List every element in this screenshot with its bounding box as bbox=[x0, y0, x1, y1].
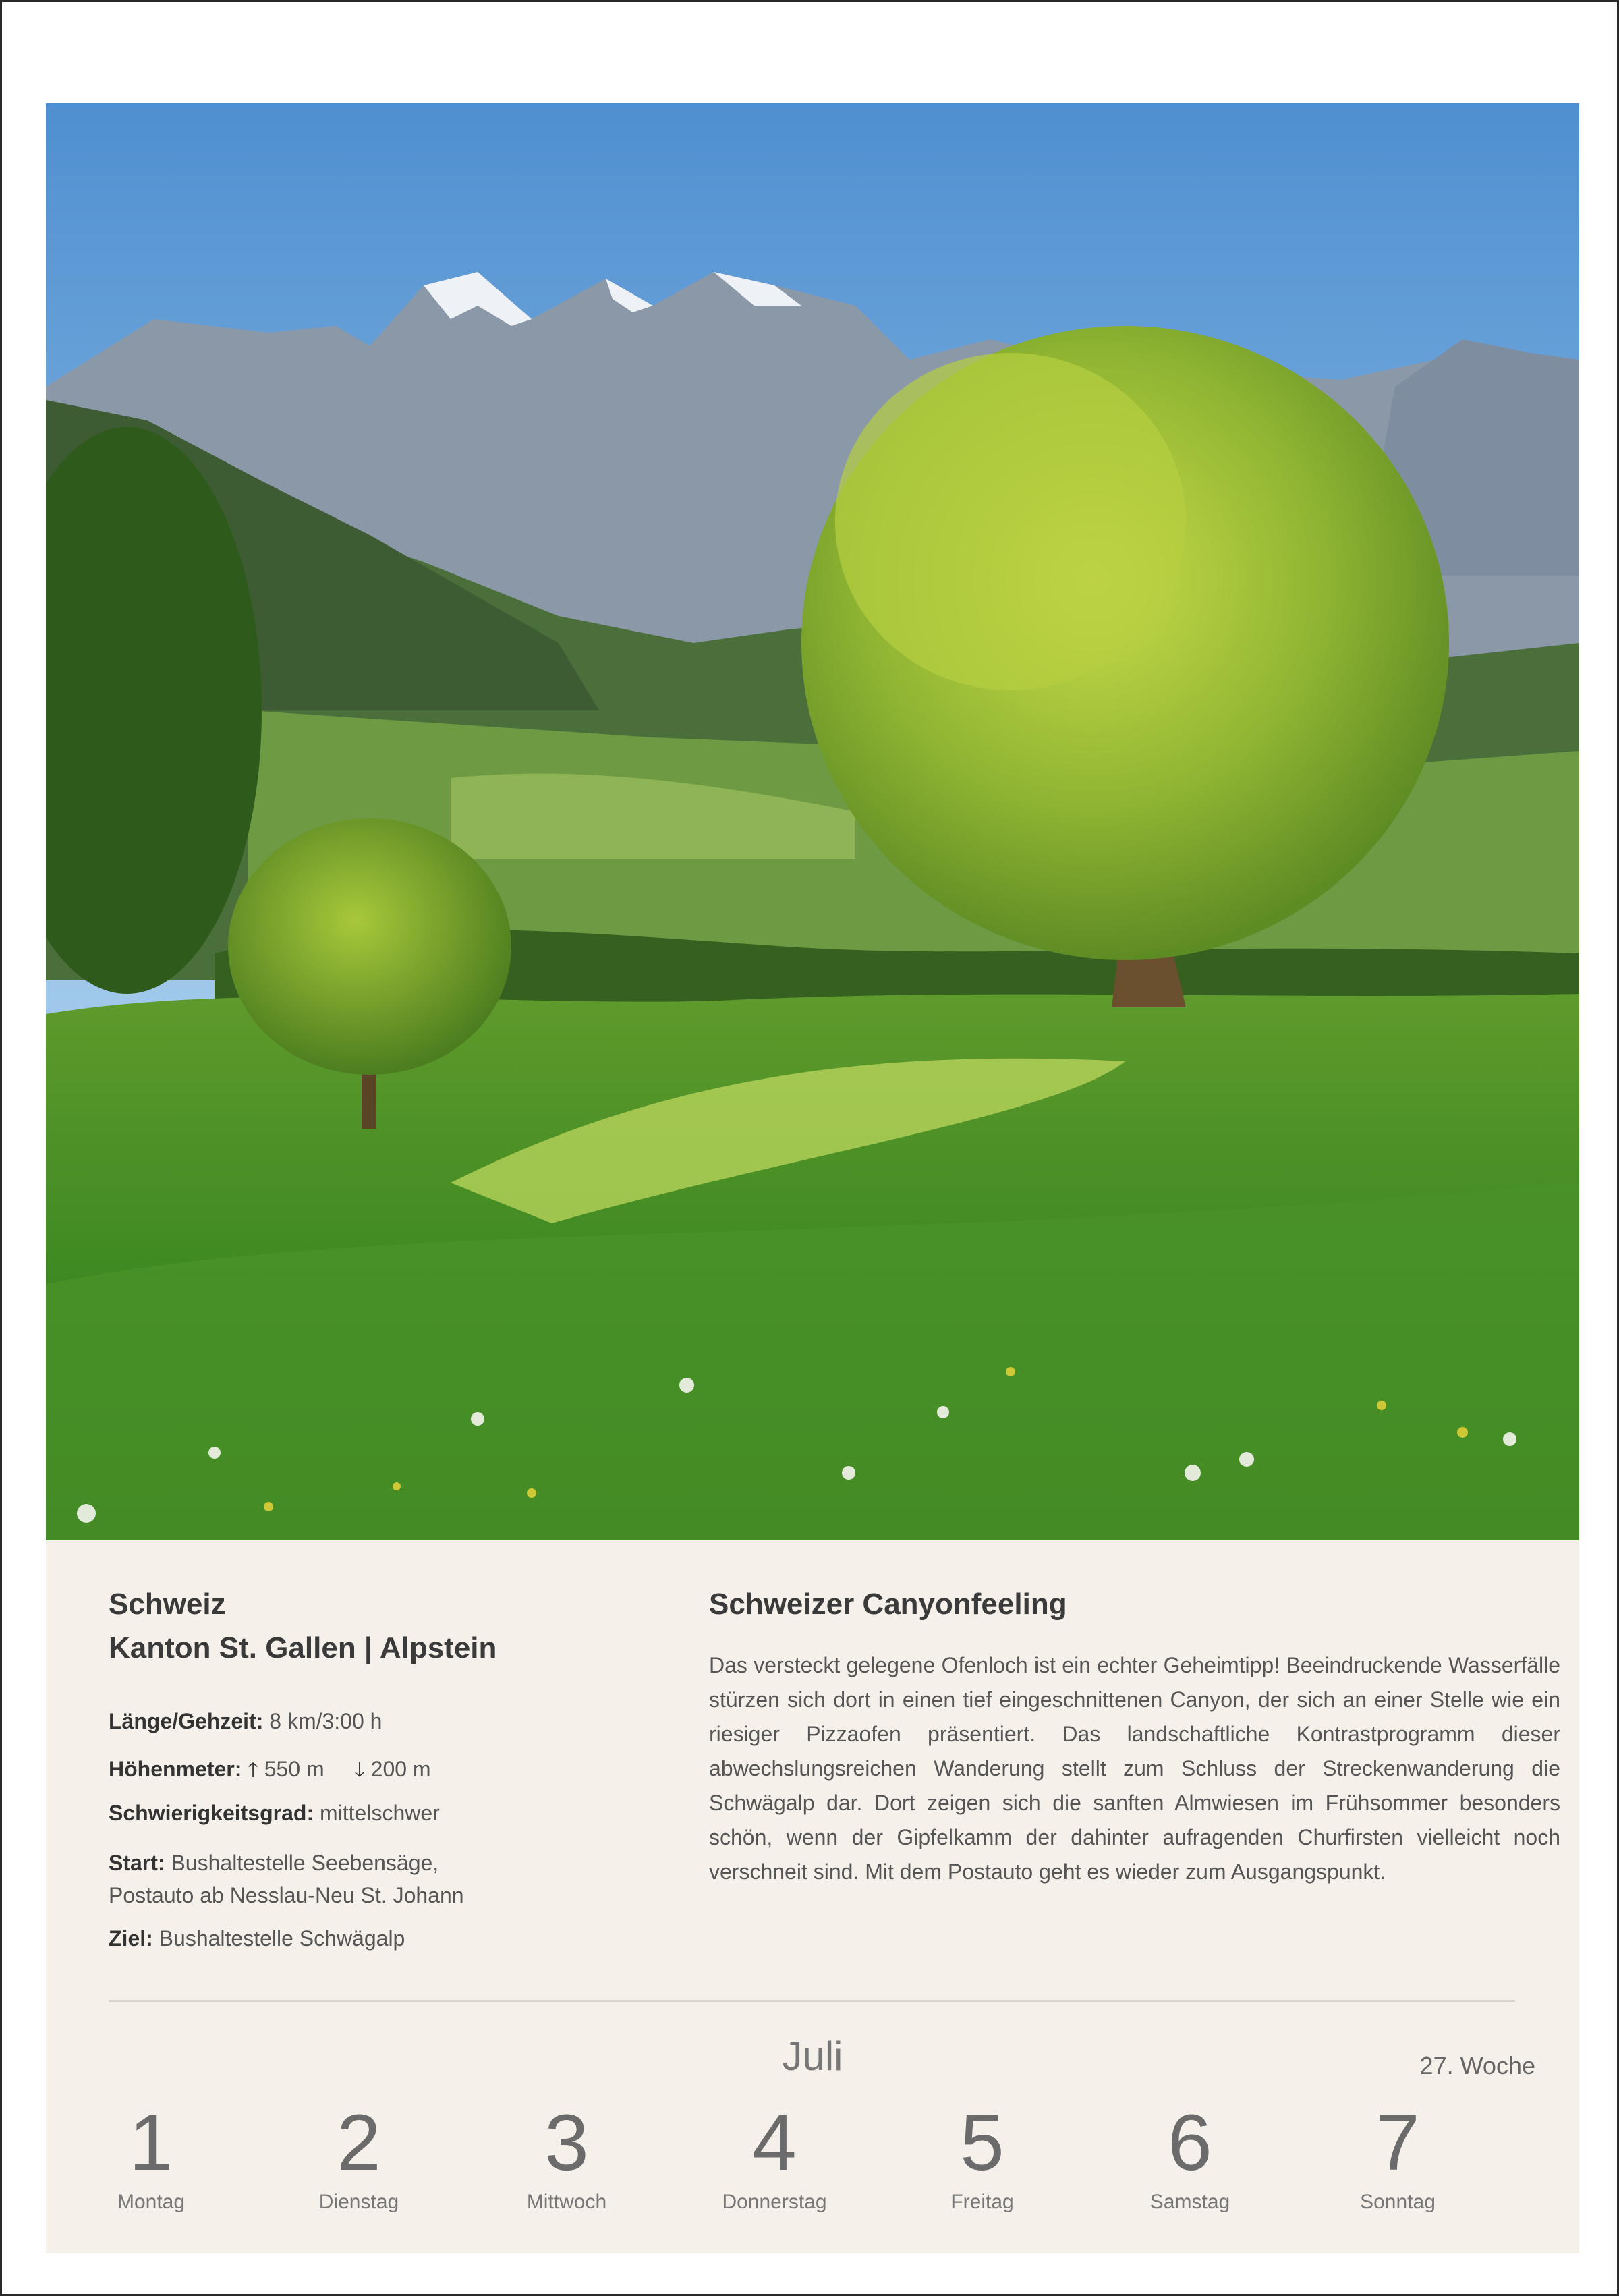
day-name: Samstag bbox=[1149, 2191, 1230, 2213]
arrow-up-icon: 🡑 bbox=[248, 1759, 258, 1781]
day-cell bbox=[486, 2099, 648, 2214]
day-number: 6 bbox=[1168, 2098, 1212, 2187]
fact-elevation bbox=[109, 1755, 431, 1789]
goal-value: Bushaltestelle Schwägalp bbox=[159, 1926, 405, 1951]
start-line1: Bushaltestelle Seebensäge, bbox=[171, 1851, 439, 1875]
article-body: Das versteckt gelegene Ofenloch ist ein echter Geheimtipp! Beeindruckende Wasserfälle stürzen sich dort in einen tief eingeschnittenen Canyon, der sich an einer Stelle wie ein riesiger Pizzaofen präsentiert. Das landschaftliche Kontrastprogramm dieser abwechslungsreichen Wanderung stellt zum Schluss der Streckenwanderung die Schwägalp dar. Dort zeigen sich die sanften Almwiesen im Frühsommer besonders schön, wenn der Gipfelkamm der dahinter aufragenden Churfirsten vielleicht noch verschneit sind. Mit dem Postauto geht es wieder zum Ausgangspunkt. bbox=[709, 1653, 1560, 1884]
alpine-meadow-illustration bbox=[46, 103, 1579, 1540]
day-number: 5 bbox=[960, 2098, 1004, 2187]
week-label: 27. Woche bbox=[1419, 2052, 1535, 2079]
start-label: Start: bbox=[109, 1851, 165, 1875]
day-number: 3 bbox=[544, 2098, 589, 2187]
difficulty-label: Schwierigkeitsgrad: bbox=[109, 1801, 314, 1825]
day-name: Dienstag bbox=[318, 2191, 399, 2213]
day-cell bbox=[693, 2099, 855, 2214]
arrow-down-icon: 🡓 bbox=[354, 1759, 365, 1781]
day-cell bbox=[901, 2099, 1063, 2214]
month-name: Juli bbox=[782, 2034, 843, 2079]
day-number: 4 bbox=[752, 2098, 797, 2187]
fact-goal bbox=[109, 1926, 405, 1951]
day-name: Montag bbox=[117, 2191, 186, 2213]
landscape-photo bbox=[46, 103, 1579, 1540]
start-line2: Postauto ab Nesslau-Neu St. Johann bbox=[109, 1883, 464, 1907]
divider bbox=[109, 2000, 1515, 2002]
goal-label: Ziel: bbox=[109, 1926, 153, 1951]
fact-difficulty bbox=[109, 1801, 440, 1826]
info-panel bbox=[46, 1540, 1579, 2253]
day-cell bbox=[70, 2099, 232, 2214]
fact-start bbox=[109, 1847, 464, 1911]
elevation-label: Höhenmeter: bbox=[109, 1757, 242, 1781]
day-cell bbox=[1317, 2099, 1479, 2214]
fact-length bbox=[109, 1709, 382, 1734]
location-country: Schweiz bbox=[109, 1588, 226, 1621]
length-label: Länge/Gehzeit: bbox=[109, 1709, 264, 1733]
article-title: Schweizer Canyonfeeling bbox=[709, 1588, 1067, 1621]
descent-value: 200 m bbox=[370, 1757, 431, 1781]
day-number: 7 bbox=[1375, 2098, 1420, 2187]
day-name: Sonntag bbox=[1360, 2191, 1436, 2213]
day-name: Donnerstag bbox=[722, 2191, 827, 2213]
day-cell bbox=[278, 2099, 440, 2214]
day-number: 1 bbox=[129, 2098, 173, 2187]
day-cell bbox=[1109, 2099, 1271, 2214]
location-region: Kanton St. Gallen | Alpstein bbox=[109, 1631, 497, 1664]
difficulty-value: mittelschwer bbox=[319, 1801, 440, 1825]
day-name: Mittwoch bbox=[526, 2191, 607, 2213]
ascent-value: 550 m bbox=[264, 1757, 324, 1781]
length-value: 8 km/3:00 h bbox=[269, 1709, 382, 1733]
day-number: 2 bbox=[337, 2098, 381, 2187]
day-name: Freitag bbox=[950, 2191, 1014, 2213]
